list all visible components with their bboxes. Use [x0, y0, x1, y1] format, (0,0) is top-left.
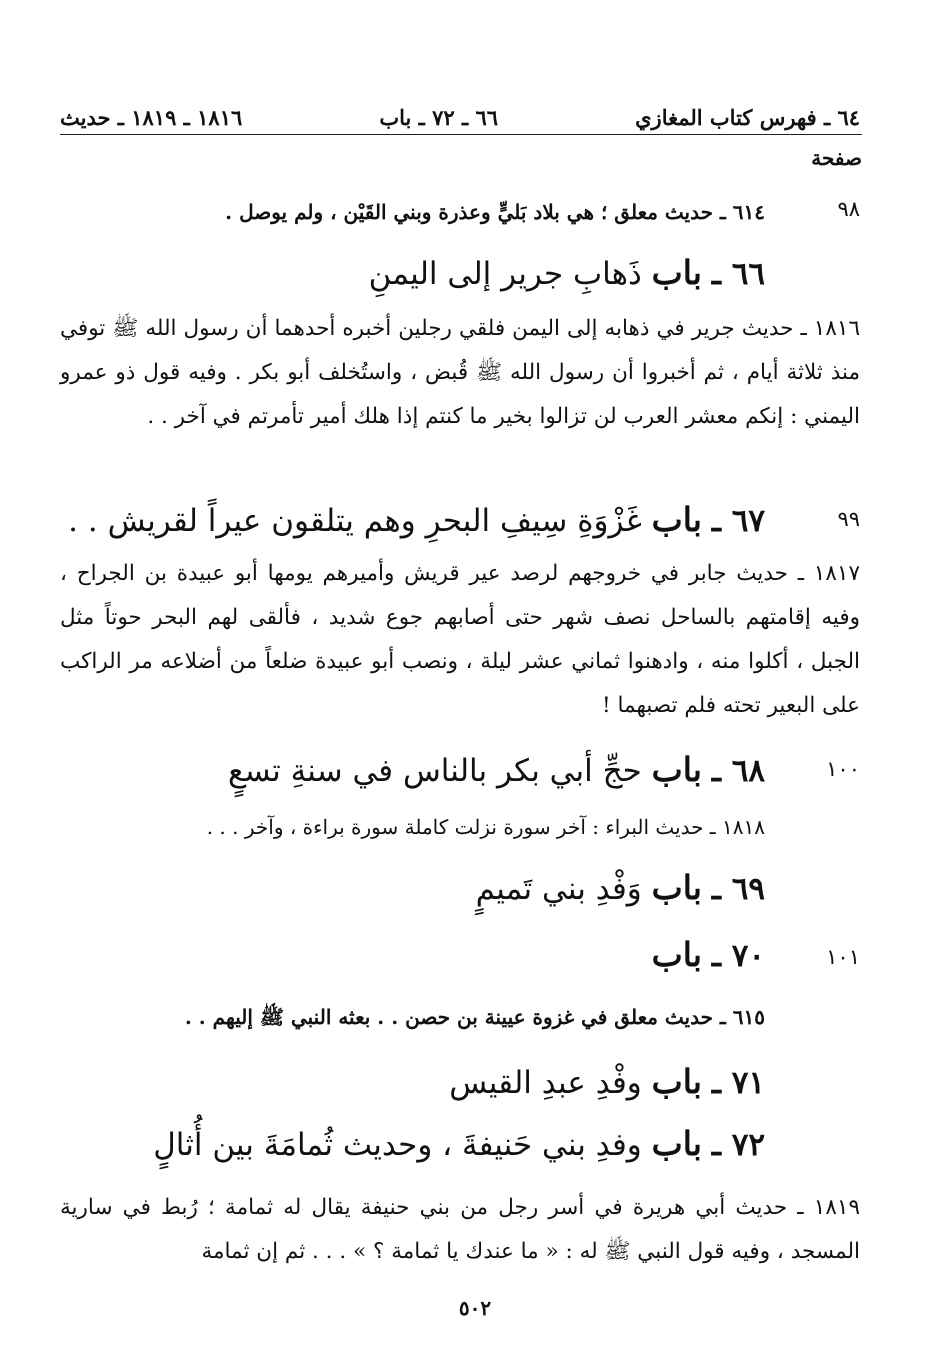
chapter-68-heading: [60, 750, 765, 791]
chapter-keyword: باب: [651, 253, 702, 292]
hadith-1818: ١٨١٨ ـ حديث البراء : آخر سورة نزلت كاملة سورة براءة ، وآخر . . .: [206, 815, 765, 839]
chapter-69-heading: [60, 868, 765, 909]
chapter-number: ٧٠ ـ: [711, 938, 765, 974]
chapter-title: ذَهابِ جرير إلى اليمنِ: [368, 256, 642, 292]
running-header: [60, 98, 860, 130]
chapter-72-heading: [60, 1124, 765, 1165]
header-rule: [60, 134, 862, 135]
page-number: ٥٠٢: [458, 1296, 492, 1320]
hadith-1816: ١٨١٦ ـ حديث جرير في ذهابه إلى اليمن فلقي رجلين أخبره أحدهما أن رسول الله ﷺ توفي منذ ثلاثة أيام ، ثم أخبروا أن رسول الله ﷺ قُبض ، واستُخلف أبو بكر . وفيه قول ذو عمرو اليمني : إنكم معشر العرب لن تزالوا بخير ما كنتم إذا هلك أمير تأمرتم في آخر . .: [60, 316, 860, 429]
chapter-title: وَفْدِ بني تَميمٍ: [475, 871, 642, 907]
chapter-keyword: باب: [651, 868, 702, 907]
chapter-keyword: باب: [651, 750, 702, 789]
chapter-number: ٦٨ ـ: [711, 753, 765, 789]
header-chapter-range: ٦٦ ـ ٧٢ ـ باب: [379, 105, 499, 130]
chapter-66-heading: [60, 253, 765, 294]
chapter-keyword: باب: [651, 935, 702, 974]
chapter-title: وفْدِ عبدِ القيس: [449, 1065, 642, 1101]
chapter-70-heading: [60, 935, 765, 976]
chapter-67-heading: [60, 500, 765, 541]
page-ref-99: ٩٩: [837, 507, 860, 531]
entry-615: ٦١٥ ـ حديث معلق في غزوة عيينة بن حصن . . بعثه النبي ﷺ إليهم . .: [184, 1005, 765, 1029]
page-ref-101: ١٠١: [826, 945, 860, 969]
hadith-1819: ١٨١٩ ـ حديث أبي هريرة في أسر رجل من بني حنيفة يقال له ثمامة ؛ رُبط في سارية المسجد ، وفيه قول النبي ﷺ له : « ما عندك يا ثمامة ؟ » . . . ثم إن ثمامة: [60, 1195, 860, 1264]
page-ref-100: ١٠٠: [826, 757, 860, 781]
chapter-keyword: باب: [651, 500, 702, 539]
chapter-title: غَزْوَةِ سِيفِ البحرِ وهم يتلقون عيراً لقريش . .: [68, 503, 642, 539]
page-ref-98: ٩٨: [837, 197, 860, 221]
chapter-number: ٦٩ ـ: [711, 871, 765, 907]
chapter-keyword: باب: [651, 1124, 702, 1163]
chapter-number: ٦٧ ـ: [711, 503, 765, 539]
header-hadith-range: ١٨١٦ ـ ١٨١٩ ـ حديث: [60, 105, 243, 130]
entry-614: ٦١٤ ـ حديث معلق ؛ هي بلاد بَليٍّ وعذرة وبني القَيْن ، ولم يوصل .: [225, 200, 765, 224]
chapter-keyword: باب: [651, 1062, 702, 1101]
chapter-number: ٧٢ ـ: [711, 1127, 765, 1163]
page-column-header: صفحة: [811, 146, 862, 170]
chapter-title: حجِّ أبي بكر بالناس في سنةِ تسعٍ: [228, 753, 642, 789]
hadith-1817: ١٨١٧ ـ حديث جابر في خروجهم لرصد عير قريش وأميرهم يومها أبو عبيدة بن الجراح ، وفيه إقامتهم بالساحل نصف شهر حتى أصابهم جوع شديد ، فألقى لهم البحر حوتاً مثل الجبل ، أكلوا منه ، وادهنوا ثماني عشر ليلة ، ونصب أبو عبيدة ضلعاً من أضلاعه مر الراكب على البعير تحته فلم تصبهما !: [60, 561, 860, 718]
header-book-title: ٦٤ ـ فهرس كتاب المغازي: [635, 105, 860, 130]
chapter-title: وفدِ بني حَنيفةَ ، وحديث ثُمامَةَ بين أُثالٍ: [153, 1127, 642, 1163]
chapter-number: ٦٦ ـ: [711, 256, 765, 292]
chapter-71-heading: [60, 1062, 765, 1103]
chapter-number: ٧١ ـ: [711, 1065, 765, 1101]
